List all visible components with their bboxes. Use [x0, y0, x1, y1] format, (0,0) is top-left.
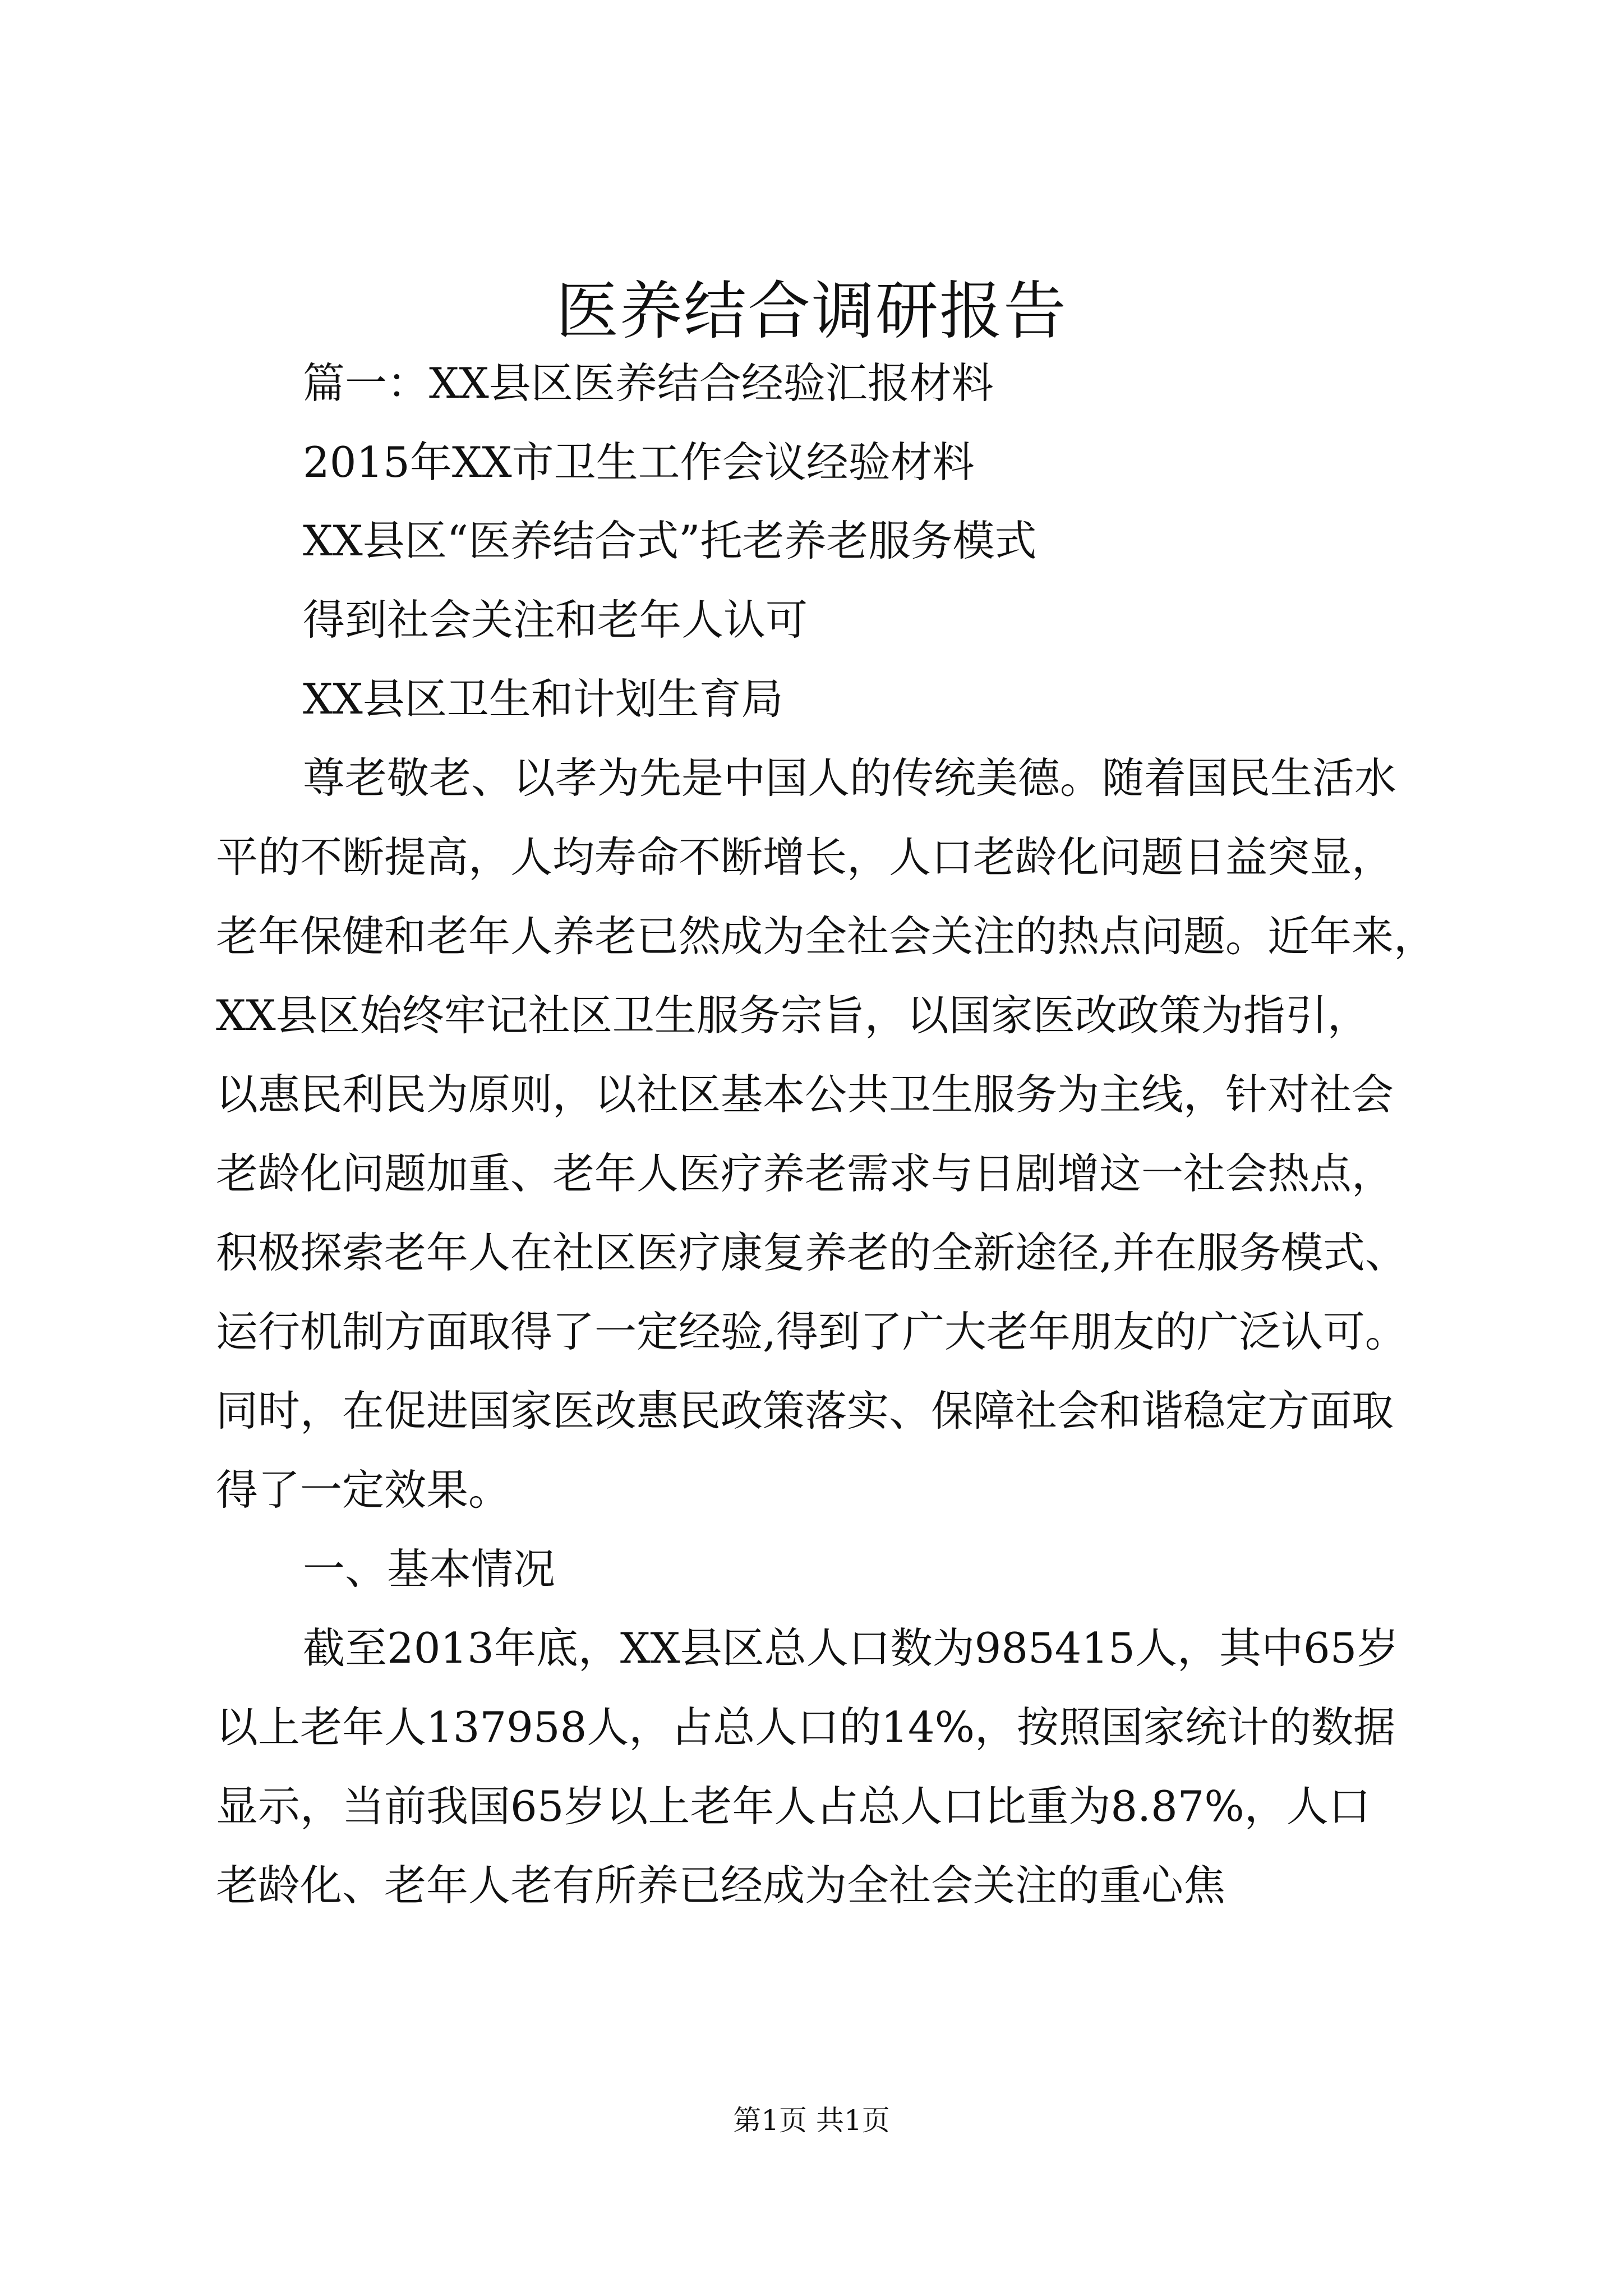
paragraph-line: 以惠民利民为原则，以社区基本公共卫生服务为主线，针对社会 — [216, 1070, 1394, 1119]
subtitle-line: XX县区“医养结合式”托老养老服务模式 — [303, 516, 1037, 565]
paragraph-line: 显示，当前我国65岁以上老年人占总人口比重为8.87%，人口 — [216, 1782, 1371, 1831]
paragraph-line: 尊老敬老、以孝为先是中国人的传统美德。随着国民生活水 — [303, 753, 1397, 803]
paragraph-line: XX县区始终牢记社区卫生服务宗旨，以国家医改政策为指引， — [216, 991, 1370, 1040]
paragraph-line: 老年保健和老年人养老已然成为全社会关注的热点问题。近年来， — [216, 912, 1436, 961]
subtitle-line: 2015年XX市卫生工作会议经验材料 — [303, 438, 975, 487]
paragraph-line: 运行机制方面取得了一定经验,得到了广大老年朋友的广泛认可。 — [216, 1307, 1407, 1356]
paragraph-line: 以上老年人137958人，占总人口的14%，按照国家统计的数据 — [216, 1703, 1396, 1752]
paragraph-line: 平的不断提高，人均寿命不断增长，人口老龄化问题日益突显， — [216, 832, 1394, 882]
subtitle-line: 篇一：XX县区医养结合经验汇报材料 — [303, 358, 994, 408]
paragraph-line: 截至2013年底，XX县区总人口数为985415人，其中65岁 — [303, 1623, 1399, 1673]
subtitle-line: 得到社会关注和老年人认可 — [303, 595, 808, 645]
paragraph-line: 老龄化问题加重、老年人医疗养老需求与日剧增这一社会热点， — [216, 1149, 1394, 1198]
document-title: 医养结合调研报告 — [556, 275, 1067, 348]
author-line: XX县区卫生和计划生育局 — [303, 674, 783, 724]
paragraph-line: 得了一定效果。 — [216, 1465, 511, 1515]
section-heading: 一、基本情况 — [303, 1544, 556, 1594]
paragraph-line: 积极探索老年人在社区医疗康复养老的全新途径,并在服务模式、 — [216, 1228, 1407, 1277]
page-footer: 第1页 共1页 — [733, 2104, 890, 2137]
paragraph-line: 老龄化、老年人老有所养已经成为全社会关注的重心焦 — [216, 1861, 1226, 1910]
paragraph-line: 同时，在促进国家医改惠民政策落实、保障社会和谐稳定方面取 — [216, 1386, 1394, 1435]
